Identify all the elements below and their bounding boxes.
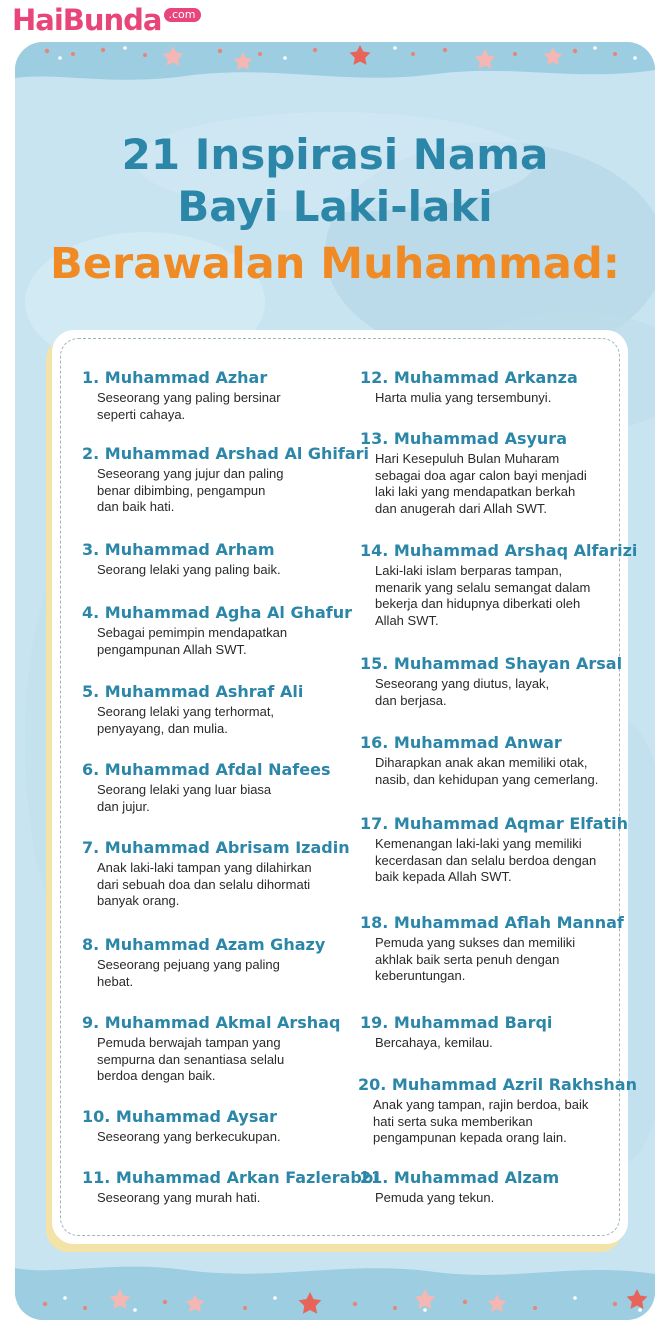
name-description: Laki-laki islam berparas tampan, menarik yang selalu semangat dalam bekerja dan hidupnya diberkati oleh Allah SWT. [375, 563, 591, 628]
name-description: Hari Kesepuluh Bulan Muharam sebagai doa agar calon bayi menjadi laki laki yang mendapatkan berkah dan anugerah dari Allah SWT. [375, 451, 587, 516]
name-title: 1. Muhammad Azhar [82, 368, 268, 387]
name-description: Harta mulia yang tersembunyi. [375, 390, 552, 405]
list-item [360, 429, 587, 517]
list-item [82, 935, 325, 990]
name-title: 21. Muhammad Alzam [360, 1168, 560, 1187]
list-item [82, 682, 303, 737]
list-item [360, 733, 598, 788]
name-title: 10. Muhammad Aysar [82, 1107, 278, 1126]
list-item [360, 654, 622, 709]
name-description: Seseorang yang murah hati. [97, 1190, 261, 1205]
name-description: Anak yang tampan, rajin berdoa, baik hati serta suka memberikan pengampunan kepada orang lain. [373, 1097, 589, 1145]
list-item [360, 913, 624, 985]
haibunda-logo[interactable] [12, 2, 201, 38]
list-item [360, 814, 628, 886]
list-item [82, 1107, 281, 1146]
list-item [82, 540, 281, 579]
name-description: Kemenangan laki-laki yang memiliki kecerdasan dan selalu berdoa dengan baik kepada Allah SWT. [375, 836, 597, 884]
list-item [358, 1075, 637, 1147]
name-title: 17. Muhammad Aqmar Elfatih [360, 814, 629, 833]
name-title: 6. Muhammad Afdal Nafees [82, 760, 331, 779]
list-item [360, 541, 637, 629]
name-title: 14. Muhammad Arshaq Alfarizi [360, 541, 638, 560]
infographic-frame [15, 42, 655, 1320]
list-item [82, 1168, 379, 1207]
name-description: Seseorang yang paling bersinar seperti cahaya. [97, 390, 281, 422]
names-card [52, 330, 638, 1244]
name-title: 11. Muhammad Arkan Fazlerabbi [82, 1168, 379, 1187]
title-line-2: Bayi Laki-laki [177, 182, 493, 231]
list-item [82, 444, 369, 516]
name-title: 18. Muhammad Aflah Mannaf [360, 913, 624, 932]
title-line-1: 21 Inspirasi Nama [121, 130, 549, 179]
name-description: Diharapkan anak akan memiliki otak, nasib, dan kehidupan yang cemerlang. [375, 755, 599, 787]
list-item [82, 368, 281, 423]
name-description: Pemuda yang sukses dan memiliki akhlak baik serta penuh dengan keberuntungan. [375, 935, 576, 983]
name-title: 5. Muhammad Ashraf Ali [82, 682, 304, 701]
list-item [82, 1013, 340, 1085]
name-title: 2. Muhammad Arshad Al Ghifari [82, 444, 370, 463]
list-item [82, 603, 352, 658]
name-title: 3. Muhammad Arham [82, 540, 275, 559]
list-item [360, 368, 578, 407]
list-item [360, 1168, 559, 1207]
title-line-3: Berawalan Muhammad: [50, 239, 620, 289]
name-description: Seseorang yang diutus, layak, dan berjasa. [375, 676, 550, 708]
name-title: 8. Muhammad Azam Ghazy [82, 935, 326, 954]
name-title: 20. Muhammad Azril Rakhshan [358, 1075, 637, 1094]
name-description: Seorang lelaki yang paling baik. [97, 562, 281, 577]
name-title: 7. Muhammad Abrisam Izadin [82, 838, 350, 857]
name-title: 15. Muhammad Shayan Arsal [360, 654, 623, 673]
name-description: Seorang lelaki yang luar biasa dan jujur. [97, 782, 272, 814]
name-description: Seseorang pejuang yang paling hebat. [97, 957, 280, 989]
name-description: Bercahaya, kemilau. [375, 1035, 493, 1050]
name-title: 12. Muhammad Arkanza [360, 368, 578, 387]
name-description: Pemuda berwajah tampan yang sempurna dan senantiasa selalu berdoa dengan baik. [97, 1035, 285, 1083]
name-description: Pemuda yang tekun. [375, 1190, 495, 1205]
name-description: Seorang lelaki yang terhormat, penyayang, dan mulia. [97, 704, 275, 736]
name-title: 16. Muhammad Anwar [360, 733, 562, 752]
name-description: Anak laki-laki tampan yang dilahirkan dari sebuah doa dan selalu dihormati banyak orang. [97, 860, 312, 908]
logo-text: HaiBunda [12, 3, 162, 37]
name-title: 19. Muhammad Barqi [360, 1013, 553, 1032]
list-item [82, 760, 330, 815]
name-description: Seseorang yang berkecukupan. [97, 1129, 281, 1144]
name-title: 9. Muhammad Akmal Arshaq [82, 1013, 341, 1032]
name-description: Seseorang yang jujur dan paling benar dibimbing, pengampun dan baik hati. [97, 466, 284, 514]
name-title: 4. Muhammad Agha Al Ghafur [82, 603, 353, 622]
name-title: 13. Muhammad Asyura [360, 429, 567, 448]
name-description: Sebagai pemimpin mendapatkan pengampunan Allah SWT. [97, 625, 288, 657]
list-item [82, 838, 350, 910]
logo-suffix: .com [164, 8, 201, 22]
list-item [360, 1013, 552, 1052]
